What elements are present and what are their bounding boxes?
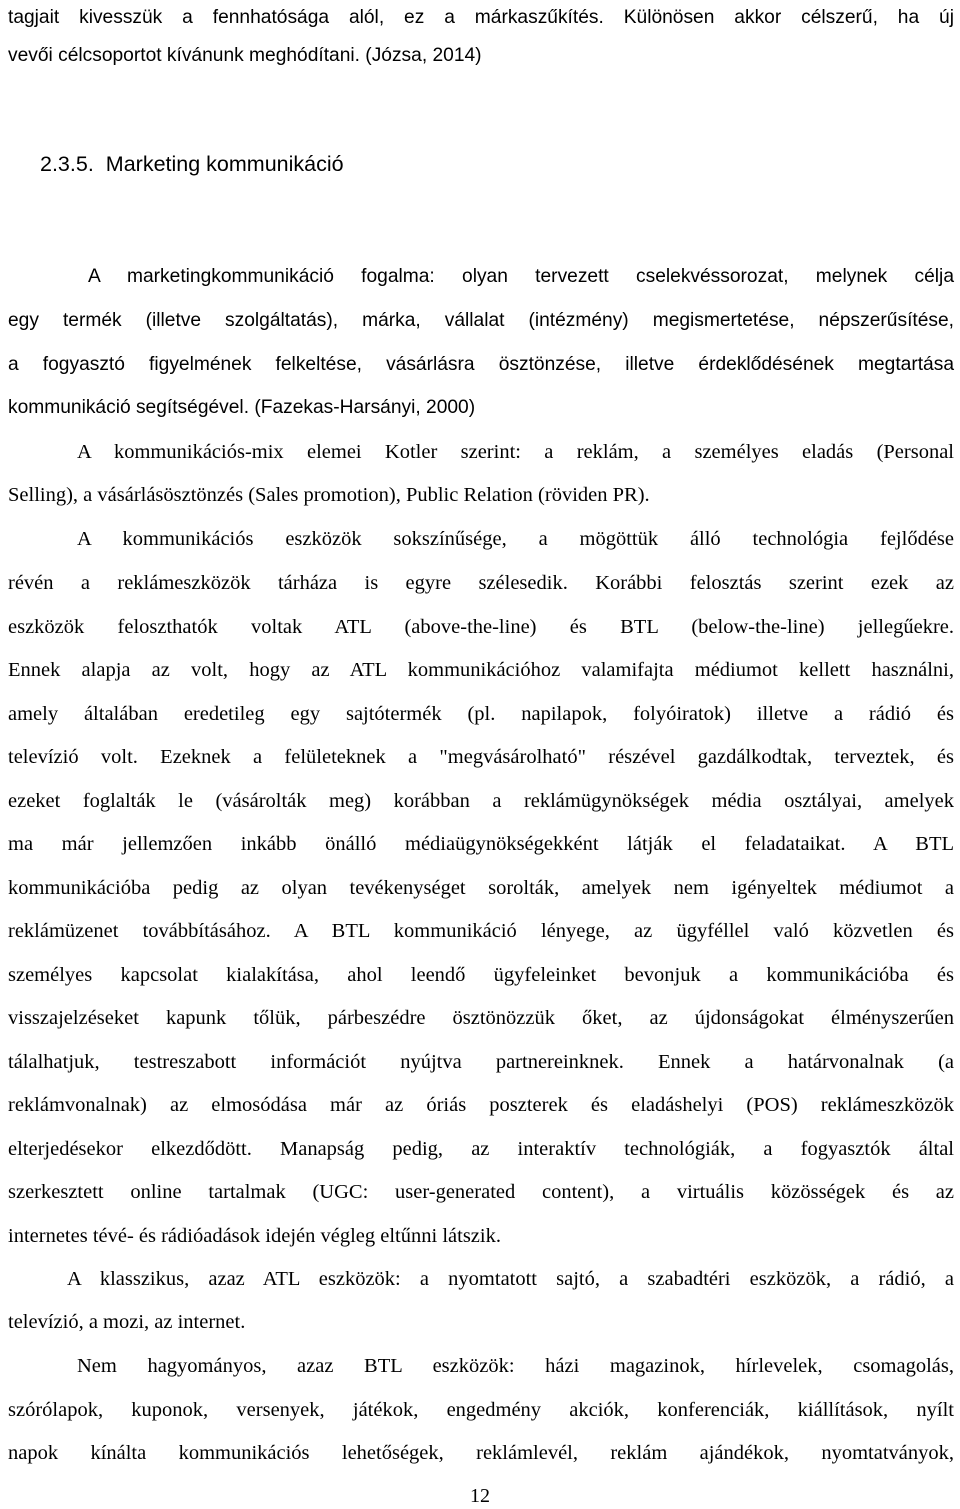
text-line: reklámvonalnak) az elmosódása már az óriás poszterek és eladáshelyi (POS) reklámeszközök [8,1094,954,1116]
text-line: internetes tévé- és rádióadások idején végleg eltűnni látszik. [8,1225,501,1247]
text-line: televízió volt. Ezeknek a felületeknek a "megvásárolható" részével gazdálkodtak, terveztek, és [8,746,954,768]
section-number: 2.3.5. [40,152,94,176]
text-line: személyes kapcsolat kialakítása, ahol leendő ügyfeleinket bevonjuk a kommunikációba és [8,964,954,986]
text-line: amely általában eredetileg egy sajtótermék (pl. napilapok, folyóiratok) illetve a rádió és [8,703,954,725]
text-line: a fogyasztó figyelmének felkeltése, vásárlásra ösztönzése, illetve érdeklődésének megtartása [8,354,954,375]
text-line: szórólapok, kuponok, versenyek, játékok, engedmény akciók, konferenciák, kiállítások, nyílt [8,1399,954,1421]
text-line: Nem hagyományos, azaz BTL eszközök: házi magazinok, hírlevelek, csomagolás, [77,1355,954,1377]
text-line: visszajelzéseket kapunk tőlük, párbeszédre ösztönözzük őket, az újdonságokat élményszerűen [8,1007,954,1029]
text-line: vevői célcsoportot kívánunk meghódítani. (Józsa, 2014) [8,45,482,66]
text-line: reklámüzenet továbbításához. A BTL kommunikáció lényege, az ügyféllel való közvetlen és [8,920,954,942]
section-title: Marketing kommunikáció [105,152,344,176]
section-heading [40,150,344,178]
text-line: A marketingkommunikáció fogalma: olyan tervezett cselekvéssorozat, melynek célja [88,266,954,287]
text-line: napok kínálta kommunikációs lehetőségek, reklámlevél, reklám ajándékok, nyomtatványok, [8,1442,954,1464]
text-line: Selling), a vásárlásösztönzés (Sales promotion), Public Relation (röviden PR). [8,484,650,506]
text-line: szerkesztett online tartalmak (UGC: user-generated content), a virtuális közösségek és az [8,1181,954,1203]
text-line: ezeket foglalták le (vásárolták meg) korábban a reklámügynökségek média osztályai, amelyek [8,790,954,812]
text-line: Ennek alapja az volt, hogy az ATL kommunikációhoz valamifajta médiumot kellett használni, [8,659,954,681]
text-line: televízió, a mozi, az internet. [8,1311,246,1333]
text-line: tálalhatjuk, testreszabott információt nyújtva partnereinknek. Ennek a határvonalnak (a [8,1051,954,1073]
text-line: eszközök feloszthatók voltak ATL (above-the-line) és BTL (below-the-line) jellegűekre. [8,616,954,638]
text-line: A klasszikus, azaz ATL eszközök: a nyomtatott sajtó, a szabadtéri eszközök, a rádió, a [67,1268,954,1290]
text-line: tagjait kivesszük a fennhatósága alól, ez a márkaszűkítés. Különösen akkor célszerű, ha új [8,7,954,28]
text-line: A kommunikációs eszközök sokszínűsége, a mögöttük álló technológia fejlődése [77,528,954,550]
text-line: kommunikációba pedig az olyan tevékenységet sorolták, amelyek nem igényeltek médiumot a [8,877,954,899]
page-number: 12 [470,1485,490,1507]
text-line: révén a reklámeszközök tárháza is egyre szélesedik. Korábbi felosztás szerint ezek az [8,572,954,594]
text-line: ma már jellemzően inkább önálló médiaügynökségekként látják el feladataikat. A BTL [8,833,954,855]
text-line: A kommunikációs-mix elemei Kotler szerint: a reklám, a személyes eladás (Personal [77,441,954,463]
text-line: kommunikáció segítségével. (Fazekas-Harsányi, 2000) [8,397,476,418]
text-line: egy termék (illetve szolgáltatás), márka, vállalat (intézmény) megismertetése, népszerűsítése, [8,310,954,331]
text-line: elterjedésekor elkezdődött. Manapság pedig, az interaktív technológiák, a fogyasztók által [8,1138,954,1160]
